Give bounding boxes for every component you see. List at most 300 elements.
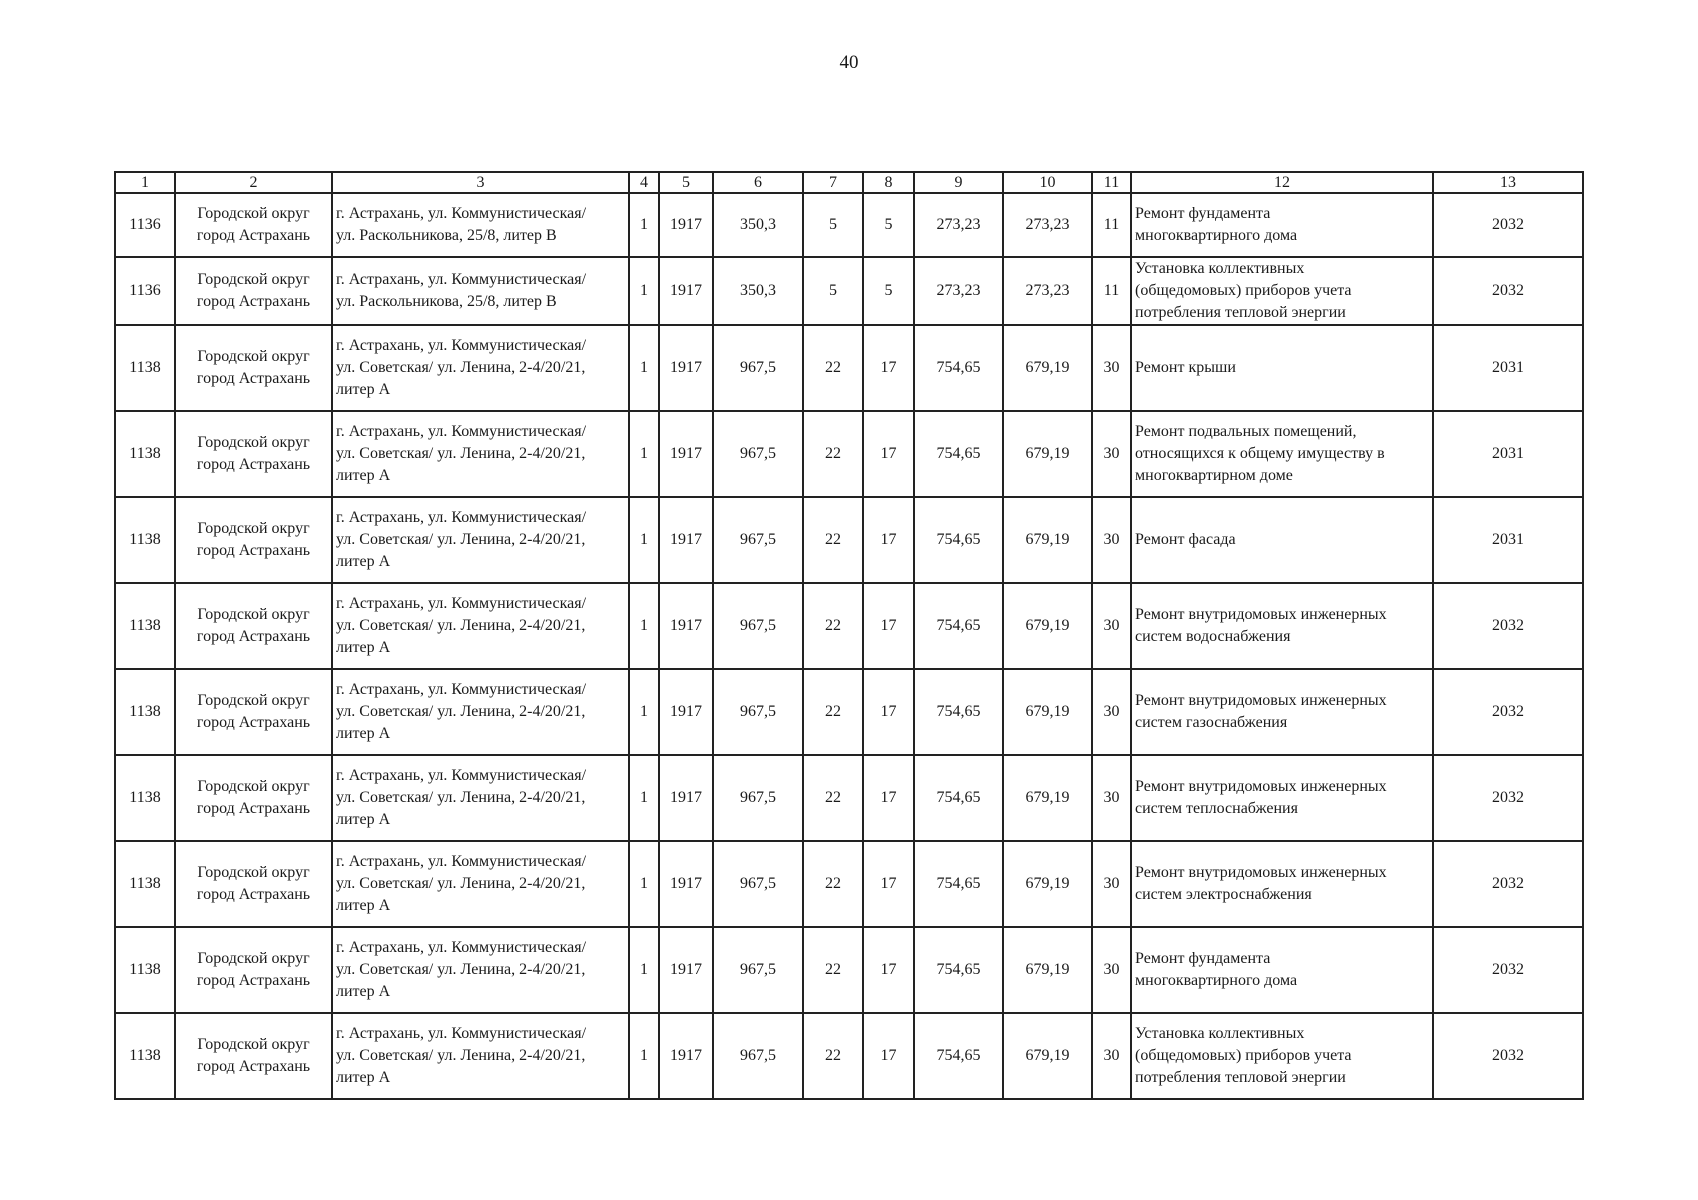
column-header: 12 bbox=[1131, 172, 1433, 193]
cell-col11 bbox=[1092, 257, 1131, 325]
col9-value: 273,23 bbox=[936, 216, 981, 233]
col10-value: 679,19 bbox=[1025, 359, 1070, 376]
house-number: 1138 bbox=[129, 703, 161, 720]
work-type-line: Ремонт крыши bbox=[1135, 359, 1236, 376]
address-line: литер А bbox=[336, 467, 391, 484]
col4-value: 1 bbox=[640, 617, 648, 634]
planned-year: 2032 bbox=[1492, 875, 1524, 892]
work-type-line: потребления тепловой энергии bbox=[1135, 1069, 1346, 1086]
cell-work-type bbox=[1131, 755, 1433, 841]
municipality-line: город Астрахань bbox=[196, 227, 311, 244]
cell-municipality bbox=[175, 755, 332, 841]
municipality-line: Городской округ bbox=[197, 434, 310, 451]
col7-value: 22 bbox=[825, 617, 841, 634]
cell-col6 bbox=[713, 325, 803, 411]
work-type-line: Ремонт подвальных помещений, bbox=[1135, 423, 1357, 440]
year-value: 1917 bbox=[670, 282, 702, 299]
work-type-line: многоквартирного дома bbox=[1135, 227, 1298, 244]
cell-planned-year bbox=[1433, 411, 1583, 497]
cell-year bbox=[659, 193, 713, 257]
cell-year bbox=[659, 497, 713, 583]
cell-year bbox=[659, 927, 713, 1013]
cell-col10 bbox=[1003, 1013, 1092, 1099]
cell-planned-year bbox=[1433, 927, 1583, 1013]
col10-value: 273,23 bbox=[1025, 216, 1070, 233]
page-number: 40 bbox=[839, 52, 859, 73]
col4-value: 1 bbox=[640, 445, 648, 462]
col11-value: 30 bbox=[1103, 703, 1120, 720]
table-row bbox=[115, 669, 1583, 755]
table-row bbox=[115, 841, 1583, 927]
col7-value: 22 bbox=[825, 703, 841, 720]
column-header: 4 bbox=[629, 172, 659, 193]
col6-value: 967,5 bbox=[740, 1047, 776, 1064]
cell-col7 bbox=[803, 927, 863, 1013]
col7-value: 22 bbox=[825, 1047, 841, 1064]
col11-value: 11 bbox=[1103, 282, 1120, 299]
address-line: г. Астрахань, ул. Коммунистическая/ bbox=[336, 205, 587, 222]
cell-col11 bbox=[1092, 583, 1131, 669]
col10-value: 679,19 bbox=[1025, 1047, 1070, 1064]
house-number: 1138 bbox=[129, 359, 161, 376]
col10-value: 679,19 bbox=[1025, 789, 1070, 806]
col8-value: 17 bbox=[880, 789, 897, 806]
cell-col10 bbox=[1003, 257, 1092, 325]
cell-col11 bbox=[1092, 927, 1131, 1013]
year-value: 1917 bbox=[670, 703, 702, 720]
cell-col9 bbox=[914, 755, 1003, 841]
work-type-line: систем электроснабжения bbox=[1135, 886, 1312, 903]
cell-house-number bbox=[115, 1013, 175, 1099]
year-value: 1917 bbox=[670, 617, 702, 634]
address-line: ул. Советская/ ул. Ленина, 2-4/20/21, bbox=[336, 359, 586, 376]
col6-value: 967,5 bbox=[740, 875, 776, 892]
address-line: литер А bbox=[336, 553, 391, 570]
cell-col7 bbox=[803, 193, 863, 257]
municipality-line: город Астрахань bbox=[196, 886, 311, 903]
municipality-line: Городской округ bbox=[197, 205, 310, 222]
cell-col9 bbox=[914, 841, 1003, 927]
year-value: 1917 bbox=[670, 961, 702, 978]
cell-col9 bbox=[914, 325, 1003, 411]
cell-planned-year bbox=[1433, 841, 1583, 927]
cell-col6 bbox=[713, 841, 803, 927]
column-number-row bbox=[115, 172, 1583, 193]
cell-year bbox=[659, 1013, 713, 1099]
cell-col11 bbox=[1092, 841, 1131, 927]
col7-value: 22 bbox=[825, 961, 841, 978]
column-header: 8 bbox=[863, 172, 914, 193]
table-row bbox=[115, 325, 1583, 411]
cell-planned-year bbox=[1433, 325, 1583, 411]
column-header: 6 bbox=[713, 172, 803, 193]
col11-value: 30 bbox=[1103, 617, 1120, 634]
col10-value: 679,19 bbox=[1025, 875, 1070, 892]
address-line: ул. Советская/ ул. Ленина, 2-4/20/21, bbox=[336, 961, 586, 978]
table-row bbox=[115, 755, 1583, 841]
cell-col9 bbox=[914, 669, 1003, 755]
column-header: 3 bbox=[332, 172, 629, 193]
col10-value: 273,23 bbox=[1025, 282, 1070, 299]
cell-col4 bbox=[629, 755, 659, 841]
cell-col4 bbox=[629, 841, 659, 927]
col8-value: 17 bbox=[880, 875, 897, 892]
table-row bbox=[115, 583, 1583, 669]
col4-value: 1 bbox=[640, 875, 648, 892]
cell-address bbox=[332, 841, 629, 927]
cell-col8 bbox=[863, 257, 914, 325]
planned-year: 2031 bbox=[1492, 359, 1524, 376]
col9-value: 754,65 bbox=[936, 359, 981, 376]
address-line: литер А bbox=[336, 725, 391, 742]
cell-col8 bbox=[863, 325, 914, 411]
house-number: 1136 bbox=[129, 282, 161, 299]
cell-municipality bbox=[175, 411, 332, 497]
municipality-line: город Астрахань bbox=[196, 628, 311, 645]
col9-value: 754,65 bbox=[936, 789, 981, 806]
col7-value: 5 bbox=[829, 282, 837, 299]
cell-col4 bbox=[629, 257, 659, 325]
cell-col10 bbox=[1003, 669, 1092, 755]
col9-value: 754,65 bbox=[936, 875, 981, 892]
planned-year: 2032 bbox=[1492, 1047, 1524, 1064]
col4-value: 1 bbox=[640, 216, 648, 233]
house-number: 1138 bbox=[129, 617, 161, 634]
cell-col8 bbox=[863, 497, 914, 583]
cell-work-type bbox=[1131, 325, 1433, 411]
address-line: литер А bbox=[336, 381, 391, 398]
cell-municipality bbox=[175, 583, 332, 669]
municipality-line: Городской округ bbox=[197, 271, 310, 288]
table-row bbox=[115, 257, 1583, 325]
col11-value: 11 bbox=[1103, 216, 1120, 233]
planned-year: 2032 bbox=[1492, 617, 1524, 634]
municipality-line: Городской округ bbox=[197, 1036, 310, 1053]
house-number: 1138 bbox=[129, 445, 161, 462]
year-value: 1917 bbox=[670, 216, 702, 233]
house-number: 1136 bbox=[129, 216, 161, 233]
address-line: г. Астрахань, ул. Коммунистическая/ bbox=[336, 423, 587, 440]
cell-address bbox=[332, 497, 629, 583]
cell-year bbox=[659, 669, 713, 755]
cell-municipality bbox=[175, 1013, 332, 1099]
cell-col9 bbox=[914, 193, 1003, 257]
house-number: 1138 bbox=[129, 789, 161, 806]
cell-col8 bbox=[863, 411, 914, 497]
work-type-line: (общедомовых) приборов учета bbox=[1135, 282, 1352, 299]
address-line: г. Астрахань, ул. Коммунистическая/ bbox=[336, 1025, 587, 1042]
cell-col6 bbox=[713, 497, 803, 583]
col8-value: 17 bbox=[880, 961, 897, 978]
cell-col4 bbox=[629, 193, 659, 257]
municipality-line: город Астрахань bbox=[196, 972, 311, 989]
address-line: ул. Советская/ ул. Ленина, 2-4/20/21, bbox=[336, 531, 586, 548]
cell-col9 bbox=[914, 927, 1003, 1013]
col8-value: 17 bbox=[880, 359, 897, 376]
address-line: ул. Советская/ ул. Ленина, 2-4/20/21, bbox=[336, 617, 586, 634]
cell-house-number bbox=[115, 927, 175, 1013]
col6-value: 967,5 bbox=[740, 961, 776, 978]
cell-col7 bbox=[803, 841, 863, 927]
cell-col6 bbox=[713, 257, 803, 325]
municipality-line: город Астрахань bbox=[196, 542, 311, 559]
address-line: ул. Советская/ ул. Ленина, 2-4/20/21, bbox=[336, 875, 586, 892]
house-number: 1138 bbox=[129, 1047, 161, 1064]
cell-col11 bbox=[1092, 193, 1131, 257]
year-value: 1917 bbox=[670, 789, 702, 806]
col8-value: 5 bbox=[884, 216, 893, 233]
cell-col8 bbox=[863, 669, 914, 755]
col6-value: 350,3 bbox=[740, 282, 776, 299]
year-value: 1917 bbox=[670, 445, 702, 462]
cell-house-number bbox=[115, 669, 175, 755]
cell-col7 bbox=[803, 325, 863, 411]
work-type-line: Ремонт фундамента bbox=[1135, 205, 1271, 222]
cell-house-number bbox=[115, 755, 175, 841]
col10-value: 679,19 bbox=[1025, 445, 1070, 462]
table-row bbox=[115, 497, 1583, 583]
address-line: ул. Раскольникова, 25/8, литер В bbox=[336, 227, 557, 244]
cell-col8 bbox=[863, 1013, 914, 1099]
column-header: 9 bbox=[914, 172, 1003, 193]
house-number: 1138 bbox=[129, 875, 161, 892]
col7-value: 22 bbox=[825, 531, 841, 548]
col9-value: 754,65 bbox=[936, 703, 981, 720]
cell-col8 bbox=[863, 755, 914, 841]
address-line: г. Астрахань, ул. Коммунистическая/ bbox=[336, 939, 587, 956]
address-line: г. Астрахань, ул. Коммунистическая/ bbox=[336, 681, 587, 698]
col10-value: 679,19 bbox=[1025, 961, 1070, 978]
work-type-line: Ремонт внутридомовых инженерных bbox=[1135, 606, 1387, 623]
col7-value: 22 bbox=[825, 445, 841, 462]
work-type-line: Установка коллективных bbox=[1135, 1025, 1305, 1042]
cell-year bbox=[659, 325, 713, 411]
cell-planned-year bbox=[1433, 193, 1583, 257]
col11-value: 30 bbox=[1103, 445, 1120, 462]
column-header: 10 bbox=[1003, 172, 1092, 193]
cell-col7 bbox=[803, 411, 863, 497]
cell-work-type bbox=[1131, 841, 1433, 927]
year-value: 1917 bbox=[670, 875, 702, 892]
work-type-line: многоквартирном доме bbox=[1135, 467, 1293, 484]
col9-value: 754,65 bbox=[936, 617, 981, 634]
cell-col6 bbox=[713, 411, 803, 497]
col7-value: 5 bbox=[829, 216, 837, 233]
cell-municipality bbox=[175, 841, 332, 927]
col7-value: 22 bbox=[825, 875, 841, 892]
cell-municipality bbox=[175, 257, 332, 325]
cell-col10 bbox=[1003, 193, 1092, 257]
cell-col4 bbox=[629, 927, 659, 1013]
address-line: г. Астрахань, ул. Коммунистическая/ bbox=[336, 767, 587, 784]
house-number: 1138 bbox=[129, 961, 161, 978]
municipality-line: Городской округ bbox=[197, 778, 310, 795]
cell-address bbox=[332, 193, 629, 257]
planned-year: 2032 bbox=[1492, 282, 1524, 299]
address-line: г. Астрахань, ул. Коммунистическая/ bbox=[336, 853, 587, 870]
cell-col8 bbox=[863, 927, 914, 1013]
col9-value: 754,65 bbox=[936, 1047, 981, 1064]
address-line: г. Астрахань, ул. Коммунистическая/ bbox=[336, 509, 587, 526]
col10-value: 679,19 bbox=[1025, 531, 1070, 548]
address-line: ул. Советская/ ул. Ленина, 2-4/20/21, bbox=[336, 789, 586, 806]
address-line: литер А bbox=[336, 897, 391, 914]
municipality-line: Городской округ bbox=[197, 606, 310, 623]
col4-value: 1 bbox=[640, 703, 648, 720]
cell-house-number bbox=[115, 497, 175, 583]
cell-address bbox=[332, 411, 629, 497]
col6-value: 967,5 bbox=[740, 359, 776, 376]
col8-value: 17 bbox=[880, 1047, 897, 1064]
municipality-line: город Астрахань bbox=[196, 800, 311, 817]
cell-address bbox=[332, 755, 629, 841]
address-line: литер А bbox=[336, 1069, 391, 1086]
cell-col8 bbox=[863, 583, 914, 669]
cell-col7 bbox=[803, 1013, 863, 1099]
table-row bbox=[115, 1013, 1583, 1099]
cell-planned-year bbox=[1433, 1013, 1583, 1099]
address-line: ул. Раскольникова, 25/8, литер В bbox=[336, 293, 557, 310]
col6-value: 350,3 bbox=[740, 216, 776, 233]
cell-col10 bbox=[1003, 841, 1092, 927]
work-type-line: систем водоснабжения bbox=[1135, 628, 1291, 645]
cell-col10 bbox=[1003, 411, 1092, 497]
address-line: литер А bbox=[336, 639, 391, 656]
work-type-line: (общедомовых) приборов учета bbox=[1135, 1047, 1352, 1064]
col4-value: 1 bbox=[640, 961, 648, 978]
municipality-line: Городской округ bbox=[197, 348, 310, 365]
cell-col10 bbox=[1003, 583, 1092, 669]
col4-value: 1 bbox=[640, 789, 648, 806]
cell-col9 bbox=[914, 583, 1003, 669]
col9-value: 273,23 bbox=[936, 282, 981, 299]
cell-house-number bbox=[115, 583, 175, 669]
cell-work-type bbox=[1131, 411, 1433, 497]
table-row bbox=[115, 411, 1583, 497]
cell-municipality bbox=[175, 927, 332, 1013]
cell-col7 bbox=[803, 497, 863, 583]
cell-work-type bbox=[1131, 583, 1433, 669]
municipality-line: город Астрахань bbox=[196, 370, 311, 387]
cell-col4 bbox=[629, 325, 659, 411]
col4-value: 1 bbox=[640, 359, 648, 376]
address-line: ул. Советская/ ул. Ленина, 2-4/20/21, bbox=[336, 1047, 586, 1064]
planned-year: 2032 bbox=[1492, 789, 1524, 806]
cell-address bbox=[332, 1013, 629, 1099]
planned-year: 2032 bbox=[1492, 961, 1524, 978]
col7-value: 22 bbox=[825, 359, 841, 376]
address-line: ул. Советская/ ул. Ленина, 2-4/20/21, bbox=[336, 445, 586, 462]
cell-col11 bbox=[1092, 411, 1131, 497]
cell-col4 bbox=[629, 1013, 659, 1099]
work-type-line: систем газоснабжения bbox=[1135, 714, 1288, 731]
cell-col7 bbox=[803, 257, 863, 325]
year-value: 1917 bbox=[670, 1047, 702, 1064]
municipality-line: город Астрахань bbox=[196, 714, 311, 731]
address-line: литер А bbox=[336, 811, 391, 828]
table-row bbox=[115, 927, 1583, 1013]
col8-value: 17 bbox=[880, 617, 897, 634]
table-row bbox=[115, 193, 1583, 257]
cell-col10 bbox=[1003, 497, 1092, 583]
column-header: 11 bbox=[1092, 172, 1131, 193]
column-header: 5 bbox=[659, 172, 713, 193]
cell-municipality bbox=[175, 193, 332, 257]
work-type-line: потребления тепловой энергии bbox=[1135, 304, 1346, 321]
planned-year: 2031 bbox=[1492, 445, 1524, 462]
cell-address bbox=[332, 927, 629, 1013]
cell-year bbox=[659, 411, 713, 497]
col6-value: 967,5 bbox=[740, 445, 776, 462]
municipality-line: Городской округ bbox=[197, 864, 310, 881]
cell-col10 bbox=[1003, 927, 1092, 1013]
cell-col4 bbox=[629, 497, 659, 583]
address-line: г. Астрахань, ул. Коммунистическая/ bbox=[336, 271, 587, 288]
cell-col7 bbox=[803, 583, 863, 669]
work-type-line: многоквартирного дома bbox=[1135, 972, 1298, 989]
column-header: 7 bbox=[803, 172, 863, 193]
col11-value: 30 bbox=[1103, 789, 1120, 806]
cell-municipality bbox=[175, 325, 332, 411]
cell-work-type bbox=[1131, 1013, 1433, 1099]
cell-work-type bbox=[1131, 193, 1433, 257]
cell-col6 bbox=[713, 583, 803, 669]
cell-work-type bbox=[1131, 497, 1433, 583]
cell-col8 bbox=[863, 841, 914, 927]
cell-col9 bbox=[914, 1013, 1003, 1099]
cell-municipality bbox=[175, 669, 332, 755]
planned-year: 2031 bbox=[1492, 531, 1524, 548]
cell-house-number bbox=[115, 841, 175, 927]
cell-col7 bbox=[803, 755, 863, 841]
address-line: ул. Советская/ ул. Ленина, 2-4/20/21, bbox=[336, 703, 586, 720]
col9-value: 754,65 bbox=[936, 445, 981, 462]
cell-col6 bbox=[713, 927, 803, 1013]
col4-value: 1 bbox=[640, 531, 648, 548]
col11-value: 30 bbox=[1103, 875, 1120, 892]
cell-col11 bbox=[1092, 325, 1131, 411]
municipality-line: Городской округ bbox=[197, 950, 310, 967]
col10-value: 679,19 bbox=[1025, 617, 1070, 634]
col8-value: 17 bbox=[880, 445, 897, 462]
municipality-line: Городской округ bbox=[197, 520, 310, 537]
cell-col10 bbox=[1003, 755, 1092, 841]
municipality-line: город Астрахань bbox=[196, 293, 311, 310]
column-header: 2 bbox=[175, 172, 332, 193]
work-type-line: Ремонт внутридомовых инженерных bbox=[1135, 864, 1387, 881]
cell-planned-year bbox=[1433, 497, 1583, 583]
col8-value: 17 bbox=[880, 531, 897, 548]
col7-value: 22 bbox=[825, 789, 841, 806]
cell-address bbox=[332, 325, 629, 411]
cell-planned-year bbox=[1433, 669, 1583, 755]
col4-value: 1 bbox=[640, 1047, 648, 1064]
cell-year bbox=[659, 583, 713, 669]
address-line: г. Астрахань, ул. Коммунистическая/ bbox=[336, 337, 587, 354]
cell-house-number bbox=[115, 193, 175, 257]
cell-year bbox=[659, 257, 713, 325]
cell-col11 bbox=[1092, 669, 1131, 755]
cell-col9 bbox=[914, 497, 1003, 583]
cell-col11 bbox=[1092, 497, 1131, 583]
col8-value: 5 bbox=[884, 282, 893, 299]
municipality-line: город Астрахань bbox=[196, 456, 311, 473]
address-line: г. Астрахань, ул. Коммунистическая/ bbox=[336, 595, 587, 612]
work-type-line: Установка коллективных bbox=[1135, 260, 1305, 277]
year-value: 1917 bbox=[670, 531, 702, 548]
house-number: 1138 bbox=[129, 531, 161, 548]
col11-value: 30 bbox=[1103, 531, 1120, 548]
